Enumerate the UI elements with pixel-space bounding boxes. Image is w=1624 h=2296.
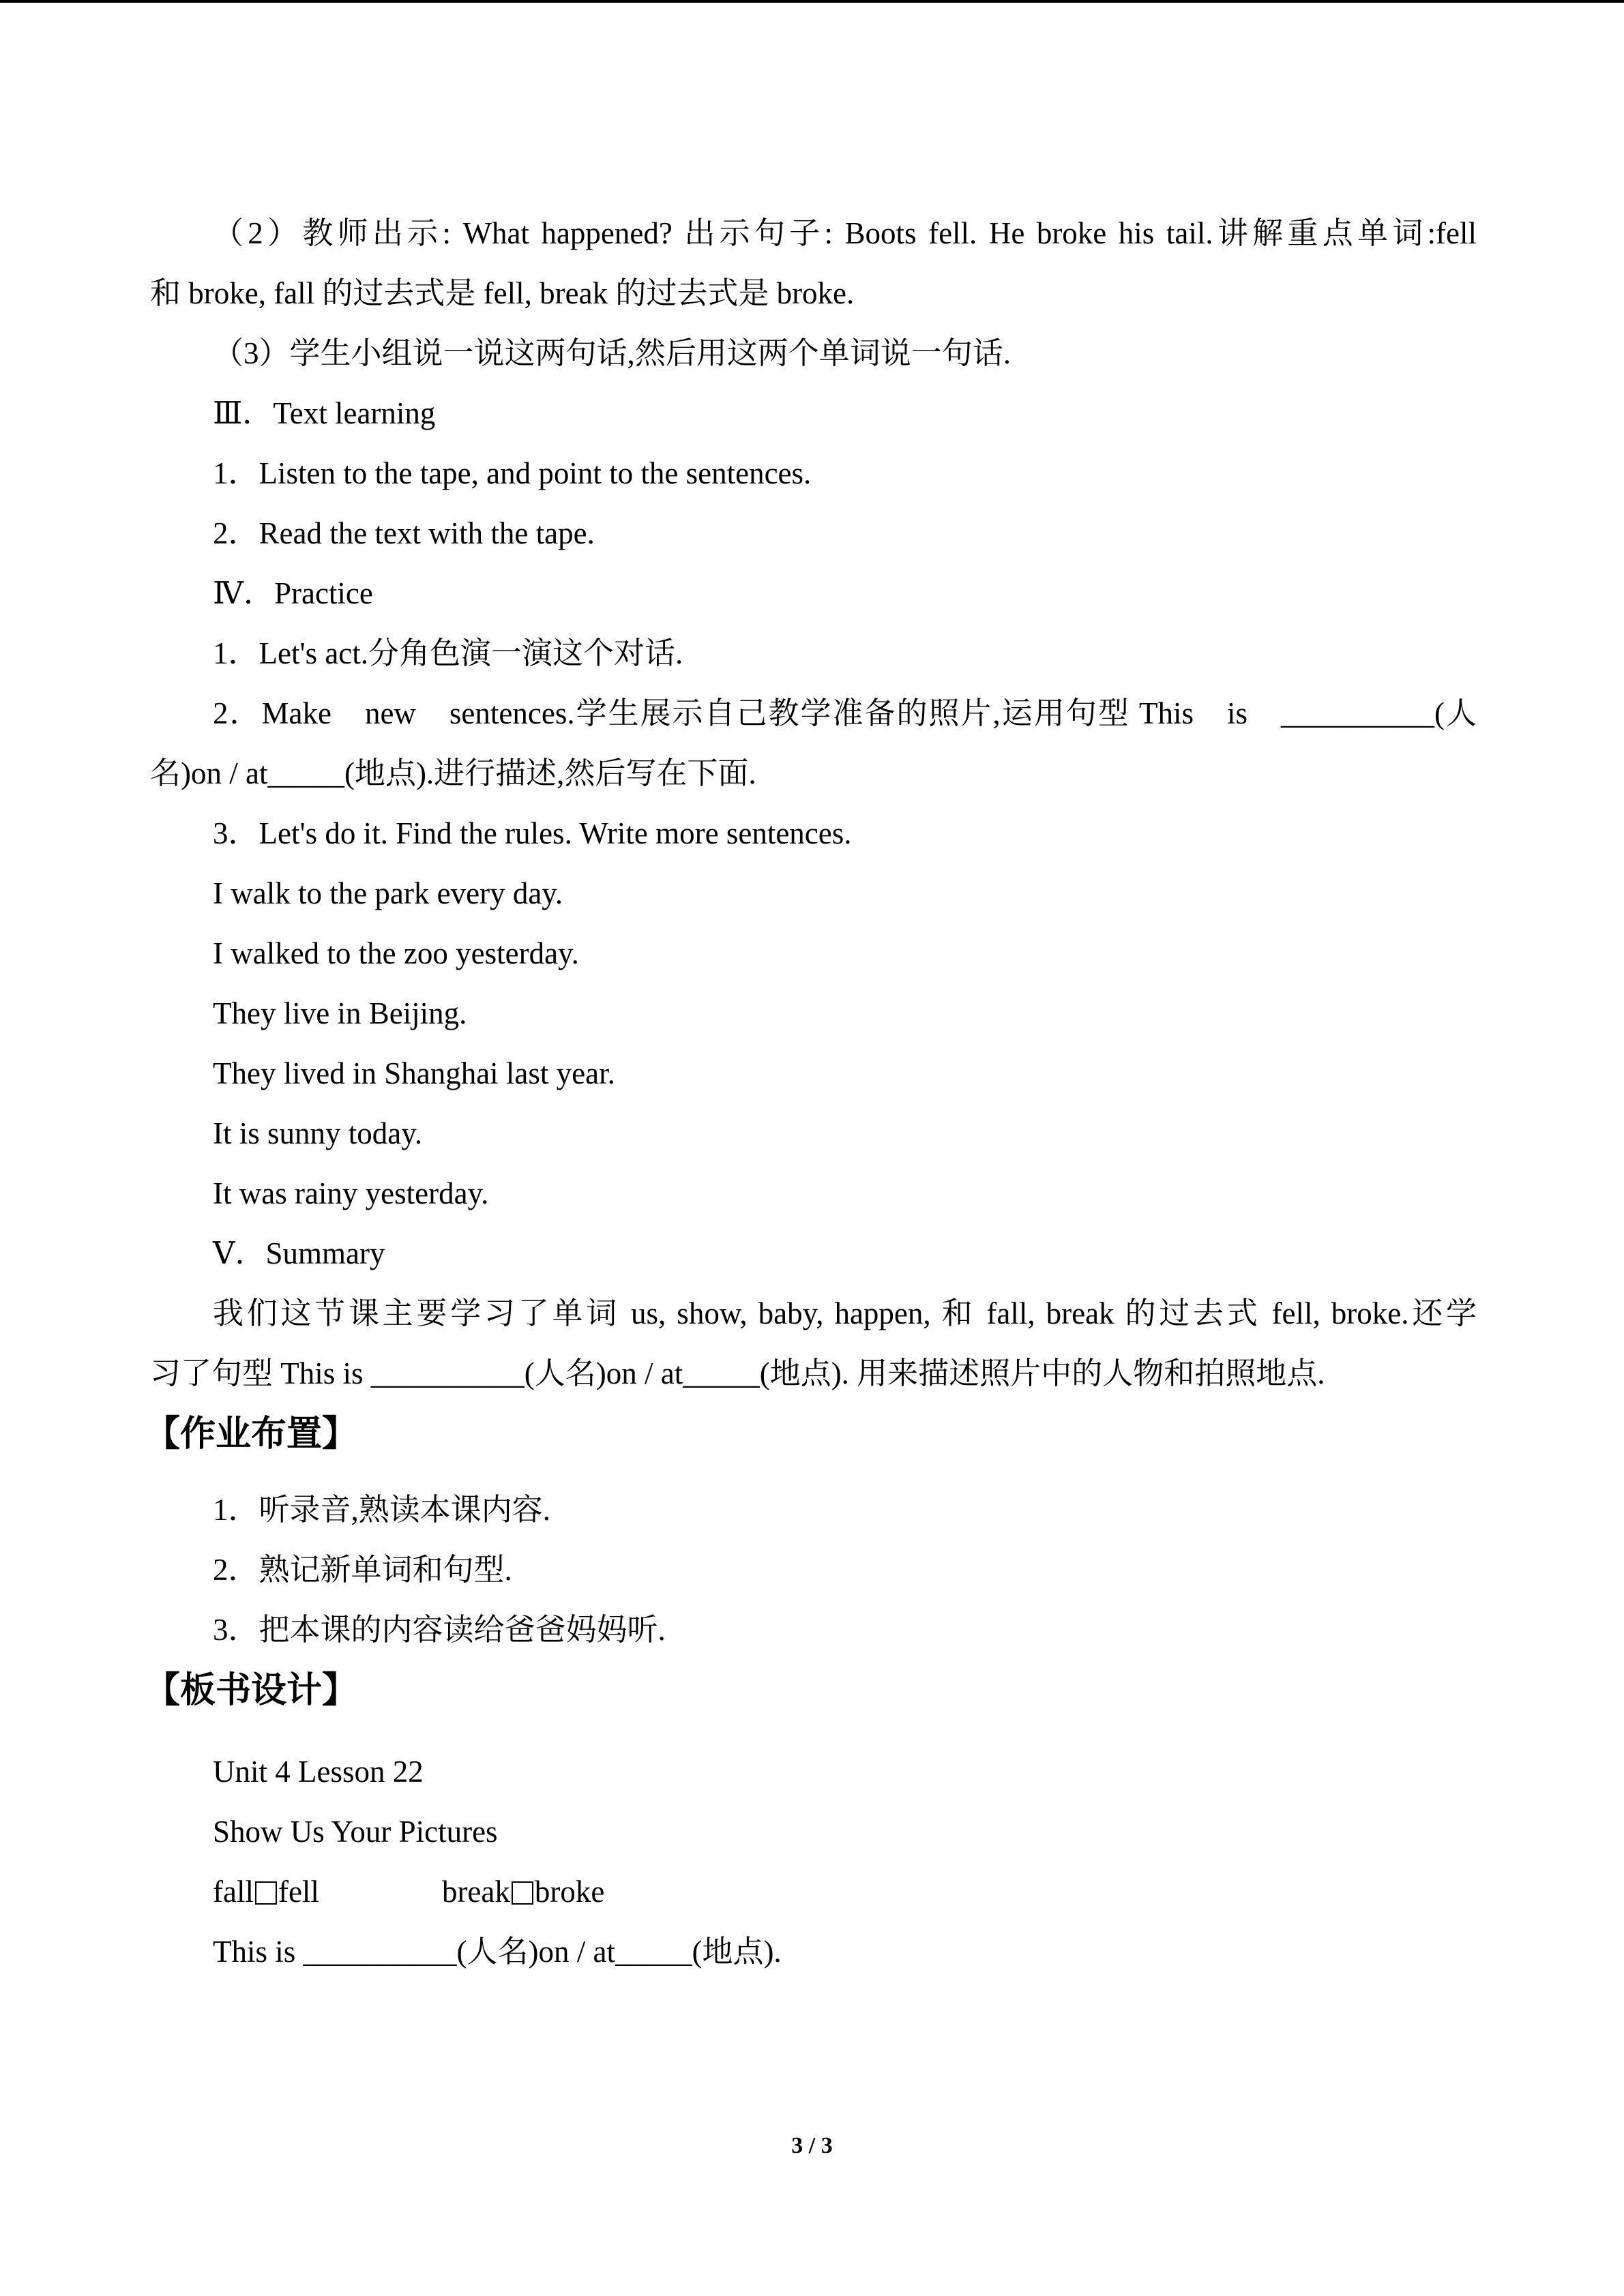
document-page: [145, 203, 1477, 1982]
board-design-heading: 【板书设计】: [145, 1670, 358, 1711]
example-sentence-3: They live in Beijing.: [213, 996, 467, 1030]
example-sentence-2: I walked to the zoo yesterday.: [213, 936, 579, 970]
section-3-item-1: 1．Listen to the tape, and point to the sentences.: [213, 456, 812, 490]
section-4-item-2-line-1: 2．Make new sentences.学生展示自己教学准备的照片,运用句型 This is __________(人: [213, 696, 1477, 730]
word-broke: broke: [534, 1875, 605, 1909]
arrow-placeholder-icon: [512, 1881, 533, 1905]
board-sentence-pattern: This is __________(人名)on / at_____(地点).: [213, 1935, 782, 1969]
section-3-item-2: 2．Read the text with the tape.: [213, 516, 595, 550]
homework-heading: 【作业布置】: [145, 1414, 358, 1455]
word-break: break: [441, 1875, 510, 1909]
paragraph-2-line-2: 和 broke, fall 的过去式是 fell, break 的过去式是 broke.: [150, 276, 855, 310]
summary-line-2: 习了句型 This is __________(人名)on / at_____(地点). 用来描述照片中的人物和拍照地点.: [150, 1356, 1325, 1390]
section-5-title: Ⅴ．Summary: [213, 1236, 385, 1270]
paragraph-2-line-1: （2）教师出示: What happened? 出示句子: Boots fell. He broke his tail.讲解重点单词:fell: [213, 216, 1477, 250]
summary-line-1: 我们这节课主要学习了单词 us, show, baby, happen, 和 fall, break 的过去式 fell, broke.还学: [213, 1296, 1477, 1330]
top-border-line: [0, 0, 1624, 3]
section-4-title: Ⅳ．Practice: [213, 576, 373, 610]
section-4-item-1: 1．Let's act.分角色演一演这个对话.: [213, 636, 683, 670]
homework-item-3: 3．把本课的内容读给爸爸妈妈听.: [213, 1613, 666, 1647]
arrow-placeholder-icon: [255, 1881, 277, 1905]
homework-item-2: 2．熟记新单词和句型.: [213, 1553, 512, 1587]
example-sentence-5: It is sunny today.: [213, 1116, 423, 1150]
board-verb-forms: [150, 1862, 1477, 1922]
page-number: 3 / 3: [791, 2133, 833, 2158]
section-4-item-3: 3．Let's do it. Find the rules. Write more sentences.: [213, 816, 852, 850]
section-4-item-2-line-2: 名)on / at_____(地点).进行描述,然后写在下面.: [150, 756, 756, 790]
board-unit-lesson: Unit 4 Lesson 22: [213, 1755, 424, 1789]
word-fell: fell: [278, 1875, 319, 1909]
example-sentence-6: It was rainy yesterday.: [213, 1176, 489, 1210]
paragraph-3: （3）学生小组说一说这两句话,然后用这两个单词说一句话.: [213, 336, 1012, 370]
board-lesson-title: Show Us Your Pictures: [213, 1815, 498, 1849]
homework-item-1: 1．听录音,熟读本课内容.: [213, 1493, 551, 1527]
example-sentence-1: I walk to the park every day.: [213, 876, 563, 910]
word-fall: fall: [213, 1875, 254, 1909]
example-sentence-4: They lived in Shanghai last year.: [213, 1056, 615, 1090]
section-3-title: Ⅲ．Text learning: [213, 396, 436, 430]
